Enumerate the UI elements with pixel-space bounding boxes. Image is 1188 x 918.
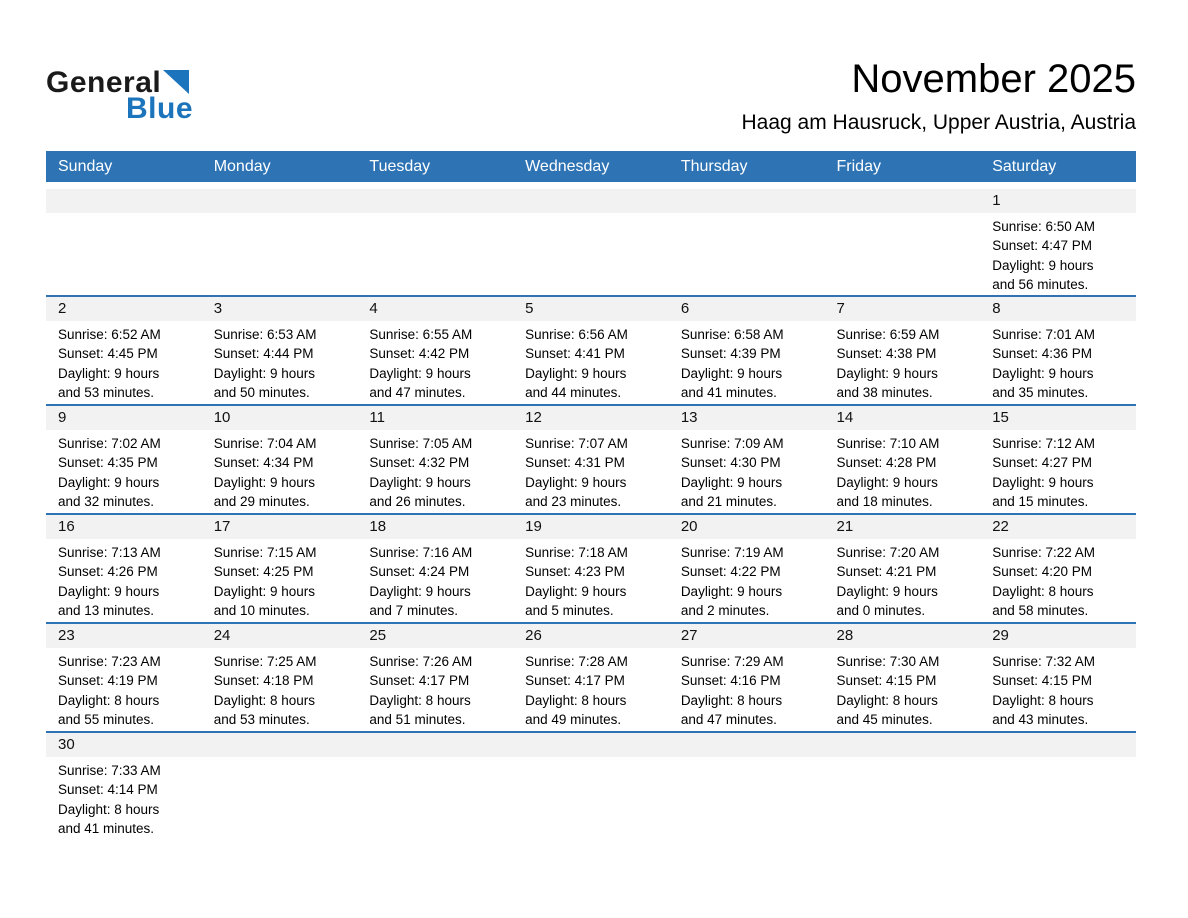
empty-day-cell <box>357 732 513 841</box>
sunset-line: Sunset: 4:14 PM <box>58 782 158 798</box>
day-number-empty <box>669 733 825 757</box>
empty-day-cell <box>669 732 825 841</box>
week-row-3 <box>46 405 1136 514</box>
day-cell-20 <box>669 514 825 623</box>
day-details <box>46 321 202 403</box>
sunrise-line: Sunrise: 7:16 AM <box>369 544 473 560</box>
weekday-header-monday: Monday <box>202 151 358 182</box>
day-details <box>357 539 513 621</box>
day-number: 19 <box>513 515 669 539</box>
sunset-line: Sunset: 4:42 PM <box>369 346 470 362</box>
sunrise-line: Sunrise: 7:32 AM <box>992 653 1096 669</box>
day-details <box>46 430 202 512</box>
sunrise-line: Sunrise: 6:55 AM <box>369 326 473 342</box>
day-cell-23 <box>46 623 202 732</box>
daylight-line: Daylight: 8 hours <box>992 692 1094 708</box>
day-number: 21 <box>825 515 981 539</box>
sunrise-line: Sunrise: 7:22 AM <box>992 544 1096 560</box>
day-cell-4 <box>357 296 513 405</box>
day-cell-12 <box>513 405 669 514</box>
week-row-6 <box>46 732 1136 841</box>
day-cell-18 <box>357 514 513 623</box>
day-cell-6 <box>669 296 825 405</box>
day-details <box>46 757 202 839</box>
sunrise-line: Sunrise: 7:10 AM <box>836 435 940 451</box>
sunset-line: Sunset: 4:32 PM <box>369 455 470 471</box>
empty-day-cell <box>513 732 669 841</box>
day-cell-21 <box>825 514 981 623</box>
daylight-line: Daylight: 9 hours <box>680 474 783 490</box>
day-cell-25 <box>357 623 513 732</box>
daylight-line: and 15 minutes. <box>992 494 1089 510</box>
sunset-line: Sunset: 4:28 PM <box>836 455 937 471</box>
day-details <box>669 430 825 512</box>
day-details <box>357 321 513 403</box>
sunrise-line: Sunrise: 7:19 AM <box>680 544 784 560</box>
empty-day-cell <box>202 732 358 841</box>
sunrise-line: Sunrise: 7:04 AM <box>213 435 317 451</box>
daylight-line: Daylight: 9 hours <box>213 365 316 381</box>
day-details <box>825 430 981 512</box>
sunset-line: Sunset: 4:15 PM <box>992 673 1093 689</box>
sunrise-line: Sunrise: 7:13 AM <box>58 544 161 560</box>
page-header <box>46 0 1136 135</box>
day-cell-2 <box>46 296 202 405</box>
day-cell-15 <box>980 405 1136 514</box>
daylight-line: and 29 minutes. <box>213 494 310 510</box>
day-number: 8 <box>980 297 1136 321</box>
daylight-line: and 47 minutes. <box>680 712 777 728</box>
day-cell-1 <box>980 182 1136 296</box>
daylight-line: Daylight: 8 hours <box>58 692 160 708</box>
weekday-header-sunday: Sunday <box>46 151 202 182</box>
daylight-line: Daylight: 8 hours <box>992 583 1094 599</box>
empty-day-cell <box>669 182 825 296</box>
empty-day-cell <box>980 732 1136 841</box>
sunset-line: Sunset: 4:19 PM <box>58 673 158 689</box>
daylight-line: Daylight: 9 hours <box>58 474 160 490</box>
daylight-line: and 45 minutes. <box>836 712 933 728</box>
daylight-line: and 5 minutes. <box>525 603 614 619</box>
day-cell-13 <box>669 405 825 514</box>
day-details <box>825 539 981 621</box>
day-number-empty <box>46 189 202 213</box>
day-details <box>46 539 202 621</box>
daylight-line: Daylight: 8 hours <box>58 801 160 817</box>
day-cell-16 <box>46 514 202 623</box>
logo-text-general: General <box>46 66 162 99</box>
daylight-line: Daylight: 8 hours <box>213 692 316 708</box>
sunset-line: Sunset: 4:26 PM <box>58 564 158 580</box>
daylight-line: and 13 minutes. <box>58 603 155 619</box>
location-subtitle: Haag am Hausruck, Upper Austria, Austria <box>741 111 1136 134</box>
day-details <box>357 648 513 730</box>
daylight-line: and 2 minutes. <box>680 603 770 619</box>
day-cell-9 <box>46 405 202 514</box>
daylight-line: and 56 minutes. <box>992 277 1089 293</box>
sunrise-line: Sunrise: 7:05 AM <box>369 435 473 451</box>
week-row-5 <box>46 623 1136 732</box>
day-details <box>202 430 358 512</box>
weekday-header-wednesday: Wednesday <box>513 151 669 182</box>
day-cell-28 <box>825 623 981 732</box>
sunset-line: Sunset: 4:45 PM <box>58 346 158 362</box>
sunrise-line: Sunrise: 7:26 AM <box>369 653 473 669</box>
sunrise-line: Sunrise: 7:29 AM <box>680 653 784 669</box>
day-number-empty <box>825 733 981 757</box>
day-cell-22 <box>980 514 1136 623</box>
calendar-table <box>46 151 1136 841</box>
sunset-line: Sunset: 4:44 PM <box>213 346 314 362</box>
day-cell-8 <box>980 296 1136 405</box>
daylight-line: Daylight: 9 hours <box>836 365 938 381</box>
empty-day-cell <box>825 732 981 841</box>
sunrise-line: Sunrise: 7:18 AM <box>525 544 628 560</box>
sunrise-line: Sunrise: 7:25 AM <box>213 653 317 669</box>
day-number: 17 <box>202 515 358 539</box>
day-details <box>202 648 358 730</box>
daylight-line: and 32 minutes. <box>58 494 155 510</box>
week-row-2 <box>46 296 1136 405</box>
day-details <box>980 539 1136 621</box>
day-number: 10 <box>202 406 358 430</box>
day-cell-30 <box>46 732 202 841</box>
daylight-line: and 49 minutes. <box>525 712 622 728</box>
week-row-1 <box>46 182 1136 296</box>
title-block <box>741 56 1136 135</box>
daylight-line: Daylight: 8 hours <box>369 692 471 708</box>
day-cell-26 <box>513 623 669 732</box>
sunset-line: Sunset: 4:20 PM <box>992 564 1093 580</box>
sunrise-line: Sunrise: 7:33 AM <box>58 762 161 778</box>
sunset-line: Sunset: 4:36 PM <box>992 346 1093 362</box>
sunset-line: Sunset: 4:24 PM <box>369 564 470 580</box>
daylight-line: Daylight: 9 hours <box>213 583 316 599</box>
sunset-line: Sunset: 4:23 PM <box>525 564 625 580</box>
sunrise-line: Sunrise: 7:23 AM <box>58 653 161 669</box>
sunset-line: Sunset: 4:21 PM <box>836 564 937 580</box>
day-number: 15 <box>980 406 1136 430</box>
day-number: 23 <box>46 624 202 648</box>
day-cell-24 <box>202 623 358 732</box>
logo-triangle-icon <box>163 70 189 94</box>
week-row-4 <box>46 514 1136 623</box>
day-number-empty <box>980 733 1136 757</box>
day-details <box>513 539 669 621</box>
empty-day-cell <box>513 182 669 296</box>
day-number-empty <box>825 189 981 213</box>
sunset-line: Sunset: 4:27 PM <box>992 455 1093 471</box>
sunrise-line: Sunrise: 7:09 AM <box>680 435 784 451</box>
daylight-line: and 51 minutes. <box>369 712 466 728</box>
sunrise-line: Sunrise: 7:28 AM <box>525 653 628 669</box>
daylight-line: Daylight: 9 hours <box>525 474 627 490</box>
day-number: 2 <box>46 297 202 321</box>
sunset-line: Sunset: 4:47 PM <box>992 238 1093 254</box>
general-blue-logo <box>46 56 193 124</box>
day-cell-14 <box>825 405 981 514</box>
daylight-line: and 41 minutes. <box>58 821 155 837</box>
sunset-line: Sunset: 4:17 PM <box>369 673 470 689</box>
sunrise-line: Sunrise: 6:59 AM <box>836 326 940 342</box>
day-number: 20 <box>669 515 825 539</box>
daylight-line: Daylight: 8 hours <box>525 692 627 708</box>
day-cell-10 <box>202 405 358 514</box>
sunset-line: Sunset: 4:34 PM <box>213 455 314 471</box>
day-number-empty <box>202 733 358 757</box>
daylight-line: and 58 minutes. <box>992 603 1089 619</box>
day-number: 27 <box>669 624 825 648</box>
day-number-empty <box>357 189 513 213</box>
day-number: 3 <box>202 297 358 321</box>
empty-day-cell <box>357 182 513 296</box>
sunrise-line: Sunrise: 7:12 AM <box>992 435 1096 451</box>
day-details <box>669 539 825 621</box>
day-details <box>669 648 825 730</box>
sunset-line: Sunset: 4:38 PM <box>836 346 937 362</box>
daylight-line: and 26 minutes. <box>369 494 466 510</box>
day-cell-7 <box>825 296 981 405</box>
day-number-empty <box>513 733 669 757</box>
daylight-line: and 47 minutes. <box>369 385 466 401</box>
daylight-line: and 18 minutes. <box>836 494 933 510</box>
day-number: 5 <box>513 297 669 321</box>
daylight-line: Daylight: 8 hours <box>680 692 783 708</box>
day-cell-5 <box>513 296 669 405</box>
day-number: 24 <box>202 624 358 648</box>
sunset-line: Sunset: 4:30 PM <box>680 455 781 471</box>
weekday-header-thursday: Thursday <box>669 151 825 182</box>
day-number: 26 <box>513 624 669 648</box>
day-number: 12 <box>513 406 669 430</box>
day-number: 6 <box>669 297 825 321</box>
day-details <box>357 430 513 512</box>
sunrise-line: Sunrise: 6:52 AM <box>58 326 161 342</box>
day-number: 29 <box>980 624 1136 648</box>
sunset-line: Sunset: 4:18 PM <box>213 673 314 689</box>
sunrise-line: Sunrise: 7:20 AM <box>836 544 940 560</box>
daylight-line: Daylight: 9 hours <box>680 583 783 599</box>
day-details <box>46 648 202 730</box>
daylight-line: Daylight: 9 hours <box>525 583 627 599</box>
day-number-empty <box>202 189 358 213</box>
daylight-line: and 44 minutes. <box>525 385 622 401</box>
month-title: November 2025 <box>851 57 1136 101</box>
day-details <box>980 213 1136 295</box>
daylight-line: Daylight: 9 hours <box>836 583 938 599</box>
daylight-line: Daylight: 9 hours <box>992 474 1094 490</box>
day-number: 18 <box>357 515 513 539</box>
day-number-empty <box>513 189 669 213</box>
day-number: 7 <box>825 297 981 321</box>
day-details <box>513 648 669 730</box>
daylight-line: Daylight: 9 hours <box>369 474 471 490</box>
day-number: 25 <box>357 624 513 648</box>
calendar-body <box>46 182 1136 841</box>
day-number: 1 <box>980 189 1136 213</box>
daylight-line: and 55 minutes. <box>58 712 155 728</box>
day-details <box>669 321 825 403</box>
day-details <box>980 430 1136 512</box>
daylight-line: and 53 minutes. <box>58 385 155 401</box>
day-number: 30 <box>46 733 202 757</box>
daylight-line: Daylight: 9 hours <box>369 365 471 381</box>
calendar-head <box>46 151 1136 182</box>
day-number: 22 <box>980 515 1136 539</box>
daylight-line: Daylight: 9 hours <box>213 474 316 490</box>
logo-text-blue: Blue <box>126 92 194 125</box>
day-details <box>202 321 358 403</box>
sunrise-line: Sunrise: 6:56 AM <box>525 326 628 342</box>
daylight-line: Daylight: 9 hours <box>525 365 627 381</box>
day-cell-29 <box>980 623 1136 732</box>
daylight-line: Daylight: 9 hours <box>58 365 160 381</box>
day-cell-17 <box>202 514 358 623</box>
sunrise-line: Sunrise: 7:30 AM <box>836 653 940 669</box>
daylight-line: and 7 minutes. <box>369 603 458 619</box>
day-cell-11 <box>357 405 513 514</box>
sunrise-line: Sunrise: 7:07 AM <box>525 435 628 451</box>
sunrise-line: Sunrise: 6:53 AM <box>213 326 317 342</box>
day-number: 9 <box>46 406 202 430</box>
empty-day-cell <box>825 182 981 296</box>
sunset-line: Sunset: 4:22 PM <box>680 564 781 580</box>
daylight-line: and 43 minutes. <box>992 712 1089 728</box>
sunset-line: Sunset: 4:35 PM <box>58 455 158 471</box>
day-cell-3 <box>202 296 358 405</box>
weekday-header-tuesday: Tuesday <box>357 151 513 182</box>
day-details <box>825 321 981 403</box>
day-number: 28 <box>825 624 981 648</box>
daylight-line: and 10 minutes. <box>213 603 310 619</box>
day-number: 16 <box>46 515 202 539</box>
weekday-header-saturday: Saturday <box>980 151 1136 182</box>
day-details <box>513 430 669 512</box>
sunset-line: Sunset: 4:31 PM <box>525 455 625 471</box>
daylight-line: Daylight: 9 hours <box>58 583 160 599</box>
sunset-line: Sunset: 4:41 PM <box>525 346 625 362</box>
day-cell-19 <box>513 514 669 623</box>
sunset-line: Sunset: 4:15 PM <box>836 673 937 689</box>
daylight-line: and 38 minutes. <box>836 385 933 401</box>
daylight-line: and 41 minutes. <box>680 385 777 401</box>
daylight-line: and 21 minutes. <box>680 494 777 510</box>
daylight-line: Daylight: 9 hours <box>992 365 1094 381</box>
day-number-empty <box>669 189 825 213</box>
daylight-line: and 53 minutes. <box>213 712 310 728</box>
weekday-header-friday: Friday <box>825 151 981 182</box>
day-details <box>980 321 1136 403</box>
sunset-line: Sunset: 4:17 PM <box>525 673 625 689</box>
sunrise-line: Sunrise: 7:01 AM <box>992 326 1096 342</box>
daylight-line: and 0 minutes. <box>836 603 926 619</box>
daylight-line: and 35 minutes. <box>992 385 1089 401</box>
day-details <box>980 648 1136 730</box>
day-number: 14 <box>825 406 981 430</box>
sunrise-line: Sunrise: 7:15 AM <box>213 544 317 560</box>
day-number: 11 <box>357 406 513 430</box>
sunset-line: Sunset: 4:39 PM <box>680 346 781 362</box>
sunrise-line: Sunrise: 6:58 AM <box>680 326 784 342</box>
sunset-line: Sunset: 4:16 PM <box>680 673 781 689</box>
weekday-header-row <box>46 151 1136 182</box>
sunrise-line: Sunrise: 6:50 AM <box>992 219 1096 234</box>
day-number-empty <box>357 733 513 757</box>
daylight-line: Daylight: 9 hours <box>369 583 471 599</box>
day-details <box>825 648 981 730</box>
sunrise-line: Sunrise: 7:02 AM <box>58 435 161 451</box>
day-number: 13 <box>669 406 825 430</box>
daylight-line: and 50 minutes. <box>213 385 310 401</box>
daylight-line: Daylight: 9 hours <box>680 365 783 381</box>
daylight-line: Daylight: 8 hours <box>836 692 938 708</box>
day-details <box>513 321 669 403</box>
daylight-line: Daylight: 9 hours <box>836 474 938 490</box>
daylight-line: Daylight: 9 hours <box>992 257 1094 273</box>
empty-day-cell <box>46 182 202 296</box>
empty-day-cell <box>202 182 358 296</box>
day-details <box>202 539 358 621</box>
day-cell-27 <box>669 623 825 732</box>
daylight-line: and 23 minutes. <box>525 494 622 510</box>
day-number: 4 <box>357 297 513 321</box>
sunset-line: Sunset: 4:25 PM <box>213 564 314 580</box>
